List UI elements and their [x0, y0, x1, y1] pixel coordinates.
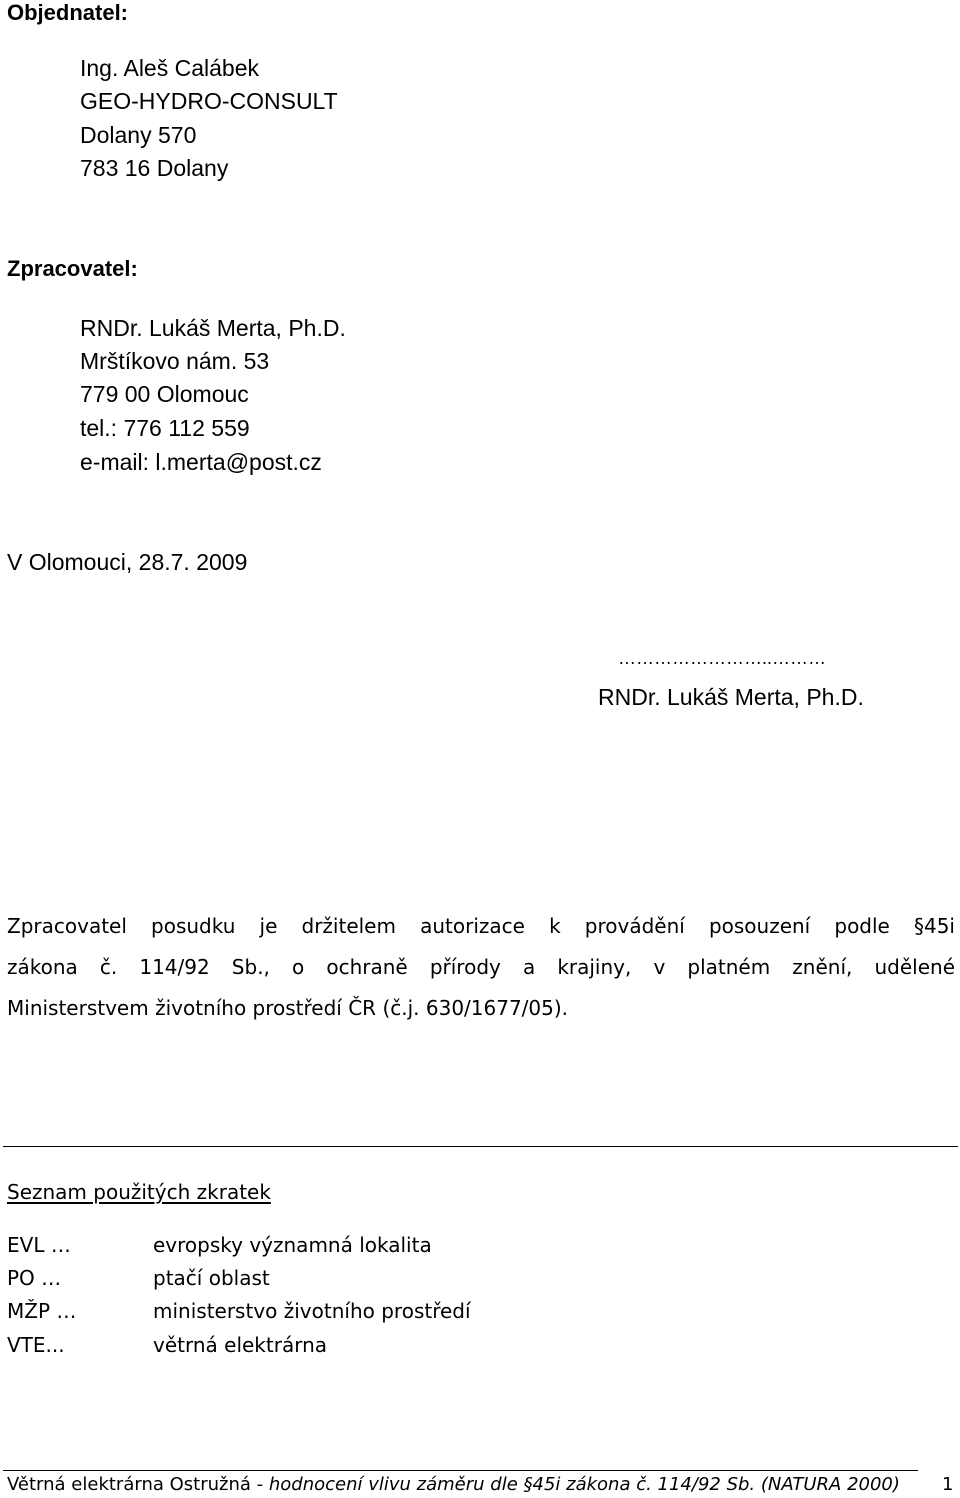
author-phone: tel.: 776 112 559 — [80, 415, 250, 441]
section-divider — [3, 1146, 958, 1147]
footer-text-italic: hodnocení vlivu záměru dle §45i zákona č. 114/92 Sb. (NATURA 2000) — [268, 1474, 900, 1495]
abbr-def-po: ptačí oblast — [153, 1266, 270, 1290]
client-street: Dolany 570 — [80, 122, 197, 148]
signature-name: RNDr. Lukáš Merta, Ph.D. — [598, 684, 864, 710]
author-name: RNDr. Lukáš Merta, Ph.D. — [80, 315, 346, 341]
statement-line-1: Zpracovatel posudku je držitelem autorizace k provádění posouzení podle §45i — [7, 914, 955, 938]
abbr-term-vte: VTE... — [7, 1333, 65, 1357]
abbr-def-mzp: ministerstvo životního prostředí — [153, 1299, 471, 1323]
date-place: V Olomouci, 28.7. 2009 — [7, 549, 248, 575]
client-city: 783 16 Dolany — [80, 155, 229, 181]
abbr-term-po: PO … — [7, 1266, 62, 1290]
abbr-term-mzp: MŽP … — [7, 1299, 77, 1323]
abbreviations-title: Seznam použitých zkratek — [7, 1180, 271, 1204]
client-company: GEO-HYDRO-CONSULT — [80, 88, 338, 114]
author-city: 779 00 Olomouc — [80, 381, 249, 407]
abbr-term-evl: EVL … — [7, 1233, 71, 1257]
abbr-def-vte: větrná elektrárna — [153, 1333, 328, 1357]
client-heading: Objednatel: — [7, 0, 129, 25]
signature-dots: ……………………..……… — [618, 648, 827, 668]
footer-text-plain: Větrná elektrárna Ostružná - — [7, 1474, 269, 1495]
footer-page-number: 1 — [942, 1474, 954, 1495]
footer-text — [7, 1474, 900, 1495]
author-email: e-mail: l.merta@post.cz — [80, 449, 322, 475]
author-heading: Zpracovatel: — [7, 256, 138, 281]
statement-line-3: Ministerstvem životního prostředí ČR (č.j. 630/1677/05). — [7, 996, 569, 1020]
footer-rule — [3, 1470, 918, 1471]
statement-line-2: zákona č. 114/92 Sb., o ochraně přírody a krajiny, v platném znění, udělené — [7, 955, 955, 979]
client-name: Ing. Aleš Calábek — [80, 55, 260, 81]
author-street: Mrštíkovo nám. 53 — [80, 348, 270, 374]
abbr-def-evl: evropsky významná lokalita — [153, 1233, 432, 1257]
